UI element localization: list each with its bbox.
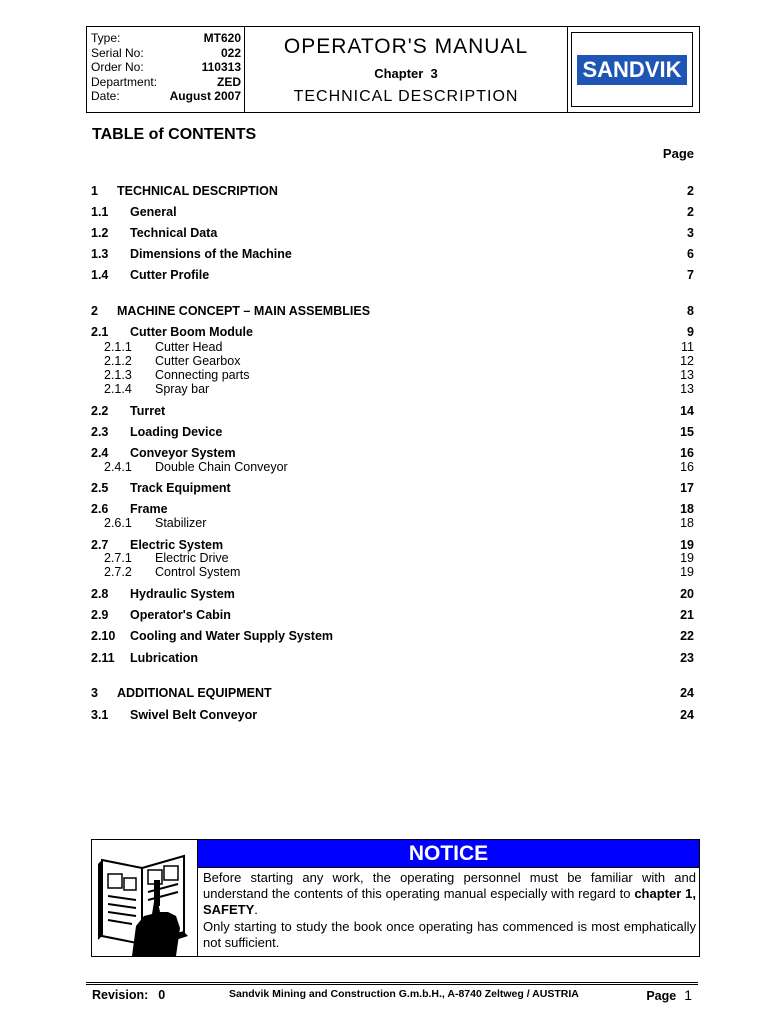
toc-entry-number: 2	[91, 304, 98, 318]
footer-divider	[86, 982, 698, 983]
notice-paragraph-1	[203, 870, 696, 919]
toc-entry[interactable]	[91, 226, 694, 240]
logo-block	[568, 27, 699, 112]
toc-entry-page: 6	[687, 247, 694, 261]
toc-entry-number: 2.7.1	[104, 551, 132, 565]
notice-paragraph-2: Only starting to study the book once operating has commenced is most emphatically not sufficient.	[203, 918, 696, 950]
toc-entry-page: 7	[687, 268, 694, 282]
revision-label: Revision:	[92, 988, 149, 1002]
toc-entry-number: 2.11	[91, 651, 115, 665]
manual-title-block	[245, 27, 568, 112]
toc-entry-number: 2.1.1	[104, 340, 132, 354]
toc-entry-title: Frame	[130, 502, 168, 516]
toc-entry[interactable]	[91, 538, 694, 552]
toc-entry-title: ADDITIONAL EQUIPMENT	[117, 686, 272, 700]
toc-entry-title: Conveyor System	[130, 446, 236, 460]
info-label: Serial No:	[91, 45, 144, 60]
toc-entry-number: 2.1.3	[104, 368, 132, 382]
toc-entry-title: Cutter Head	[155, 340, 223, 354]
toc-entry-number: 2.4.1	[104, 460, 132, 474]
toc-entry[interactable]	[91, 268, 694, 282]
toc-entry-page: 13	[680, 368, 694, 382]
toc-entry[interactable]	[91, 304, 694, 318]
toc-entry-number: 2.7	[91, 538, 109, 552]
toc-entry-page: 16	[680, 446, 694, 460]
toc-heading: TABLE of CONTENTS	[92, 126, 257, 143]
toc-entry-number: 2.6.1	[104, 516, 132, 530]
info-row-date	[91, 89, 241, 104]
notice-safety-reference: chapter 1, SAFETY	[203, 886, 696, 918]
info-value: August 2007	[169, 89, 241, 103]
manual-book-pointing-hand-icon	[92, 840, 198, 956]
toc-entry-page: 3	[687, 226, 694, 240]
toc-entry-number: 2.6	[91, 502, 109, 516]
toc-entry-page: 21	[680, 608, 694, 622]
toc-entry-title: TECHNICAL DESCRIPTION	[117, 184, 278, 198]
toc-entry-number: 2.7.2	[104, 565, 132, 579]
toc-entry[interactable]	[91, 446, 694, 460]
toc-entry[interactable]	[91, 247, 694, 261]
toc-entry-title: Track Equipment	[130, 481, 231, 495]
info-value: 110313	[201, 60, 241, 74]
toc-entry-page: 13	[680, 382, 694, 396]
toc-entry-page: 19	[680, 538, 694, 552]
info-label: Order No:	[91, 60, 144, 74]
toc-entry-title: Swivel Belt Conveyor	[130, 708, 258, 722]
document-header	[86, 26, 700, 113]
toc-entry-page: 11	[681, 340, 694, 354]
toc-entry[interactable]	[91, 340, 694, 354]
revision-value: 0	[158, 988, 166, 1002]
toc-entry[interactable]	[91, 686, 694, 700]
toc-entry-page: 8	[687, 304, 694, 318]
notice-box	[91, 839, 700, 957]
toc-entry-number: 2.4	[91, 446, 109, 460]
toc-entry-page: 18	[680, 516, 694, 530]
toc-entry-page: 2	[687, 184, 694, 198]
toc-entry-number: 1	[91, 184, 98, 198]
info-row-serial	[91, 46, 241, 61]
toc-entry[interactable]	[91, 382, 694, 396]
toc-entry-page: 2	[687, 205, 694, 219]
toc-entry-number: 2.2	[91, 404, 109, 418]
toc-entry[interactable]	[91, 516, 694, 530]
revision	[92, 988, 165, 1002]
toc-entry-number: 2.1.4	[104, 382, 132, 396]
toc-entry-number: 1.4	[91, 268, 109, 282]
toc-entry-page: 16	[680, 460, 694, 474]
toc-entry-number: 2.5	[91, 481, 109, 495]
toc-entry-title: Stabilizer	[155, 516, 207, 530]
toc-entry[interactable]	[91, 587, 694, 601]
toc-entry-title: Dimensions of the Machine	[130, 247, 292, 261]
notice-text-part: Before starting any work, the operating personnel must be familiar with and understand the contents of this operating manual especially with regard to	[203, 870, 696, 902]
toc-entry[interactable]	[91, 404, 694, 418]
toc-entry-number: 2.3	[91, 425, 109, 439]
chapter-subtitle: TECHNICAL DESCRIPTION	[293, 88, 519, 105]
toc-entry-title: Lubrication	[130, 651, 199, 665]
toc-entry[interactable]	[91, 502, 694, 516]
info-label: Department:	[91, 74, 158, 89]
info-value: ZED	[217, 74, 241, 89]
toc-entry-title: General	[130, 205, 177, 219]
toc-entry-page: 17	[680, 481, 694, 495]
page-number-value: 1	[684, 987, 692, 1003]
toc-entry-number: 1.1	[91, 205, 109, 219]
toc-entry-page: 9	[687, 325, 694, 339]
toc-entry-number: 2.9	[91, 608, 109, 622]
toc-entry[interactable]	[91, 368, 694, 382]
toc-entry-title: Spray bar	[155, 382, 210, 396]
toc-entry-page: 15	[680, 425, 694, 439]
toc-entry[interactable]	[91, 425, 694, 439]
manual-title: OPERATOR'S MANUAL	[283, 35, 529, 58]
info-row-department	[91, 75, 241, 90]
toc-entry-page: 14	[680, 404, 694, 418]
toc-entry-title: Electric Drive	[155, 551, 229, 565]
page-number-label: Page	[646, 989, 677, 1003]
toc-entry-title: Turret	[130, 404, 166, 418]
notice-text-part: .	[254, 902, 258, 918]
toc-entry-page: 19	[680, 551, 694, 565]
toc-entry-number: 2.1	[91, 325, 109, 339]
toc-entry-title: Electric System	[130, 538, 224, 552]
toc-entry[interactable]	[91, 481, 694, 495]
toc-entry-page: 12	[680, 354, 694, 368]
toc-entry-number: 2.1.2	[104, 354, 132, 368]
toc-entry[interactable]	[91, 629, 694, 643]
toc-entry-page: 24	[680, 686, 694, 700]
toc-entry[interactable]	[91, 565, 694, 579]
toc-entry[interactable]	[91, 205, 694, 219]
toc-entry-title: Cutter Gearbox	[155, 354, 241, 368]
toc-entry[interactable]	[91, 651, 694, 665]
toc-entry-title: Cutter Profile	[130, 268, 210, 282]
toc-entry-page: 24	[680, 708, 694, 722]
info-value: MT620	[203, 31, 241, 45]
toc-entry-title: Operator's Cabin	[130, 608, 231, 622]
document-info-block	[87, 27, 245, 112]
info-value: 022	[220, 45, 241, 60]
company-address: Sandvik Mining and Construction G.m.b.H., A-8740 Zeltweg / AUSTRIA	[229, 988, 579, 1000]
toc-entry-title: Double Chain Conveyor	[155, 460, 288, 474]
toc-entry-page: 19	[680, 565, 694, 579]
toc-entry-title: Control System	[155, 565, 241, 579]
toc-entry-number: 1.2	[91, 226, 109, 240]
toc-entry-title: Loading Device	[130, 425, 223, 439]
page-footer	[92, 987, 692, 1007]
toc-entry[interactable]	[91, 608, 694, 622]
footer-divider	[86, 984, 698, 985]
toc-entry-title: Technical Data	[130, 226, 218, 240]
toc-entry-number: 2.8	[91, 587, 109, 601]
toc-entry-title: Hydraulic System	[130, 587, 235, 601]
toc-page-column-label: Page	[662, 146, 694, 161]
info-label: Date:	[91, 89, 120, 103]
toc-entry-title: Cooling and Water Supply System	[130, 629, 334, 643]
toc-entry[interactable]	[91, 184, 694, 198]
notice-title: NOTICE	[198, 840, 699, 868]
toc-entry-title: Cutter Boom Module	[130, 325, 253, 339]
toc-entry-page: 22	[680, 629, 694, 643]
toc-entry[interactable]	[91, 460, 694, 474]
page-number	[646, 987, 692, 1003]
toc-entry-title: MACHINE CONCEPT – MAIN ASSEMBLIES	[117, 304, 371, 318]
sandvik-logo	[571, 32, 693, 107]
info-label: Type:	[91, 31, 121, 45]
toc-entry-page: 20	[680, 587, 694, 601]
toc-entry-number: 1.3	[91, 247, 109, 261]
toc-entry-title: Connecting parts	[155, 368, 250, 382]
toc-entry[interactable]	[91, 708, 694, 722]
toc-entry-page: 18	[680, 502, 694, 516]
toc-entry[interactable]	[91, 551, 694, 565]
chapter-label: Chapter 3	[374, 66, 438, 81]
toc-entry-number: 3.1	[91, 708, 109, 722]
toc-entry[interactable]	[91, 325, 694, 339]
toc-entry[interactable]	[91, 354, 694, 368]
logo-text: SANDVIK	[577, 55, 687, 85]
toc-entry-number: 3	[91, 686, 98, 700]
toc-entry-page: 23	[680, 651, 694, 665]
info-row-type	[91, 31, 241, 46]
info-row-order	[91, 60, 241, 75]
notice-text	[203, 870, 696, 951]
toc-entry-number: 2.10	[91, 629, 116, 643]
